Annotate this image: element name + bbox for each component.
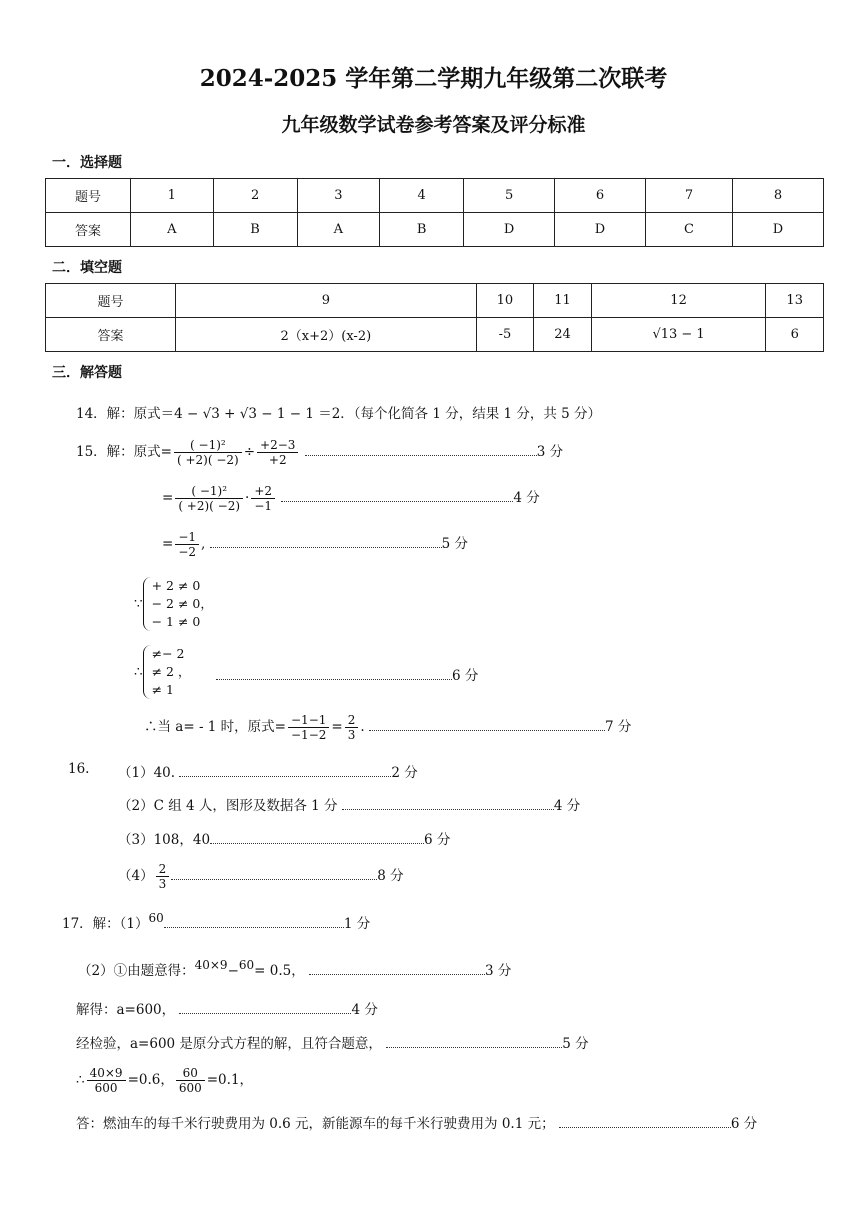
- dotted-leader: [210, 546, 442, 548]
- section-heading-fill: 二．填空题: [52, 260, 122, 276]
- table-row-label: 题号: [46, 179, 131, 213]
- score: 7 分: [604, 719, 632, 735]
- score: 5 分: [441, 536, 468, 552]
- q15-final: ∴当 a= - 1 时，原式= $\frac{-1-1}{-1-2}$ = $\frac{2}{3}$ . 7 分: [144, 713, 632, 742]
- table-cell: 10: [476, 284, 534, 318]
- fraction: $\frac{2}{3}$: [345, 713, 359, 742]
- q17-answer: 答：燃油车的每千米行驶费用为 0.6 元，新能源车的每千米行驶费用为 0.1 元； 6 分: [76, 1116, 758, 1132]
- table-cell: 7: [645, 179, 732, 213]
- q17-solve: 解得：a=600， 4 分: [76, 1002, 378, 1018]
- table-cell: 6: [766, 318, 824, 352]
- table-row-label: 答案: [46, 318, 176, 352]
- choice-answer-table: [45, 178, 824, 247]
- table-cell: 5: [464, 179, 555, 213]
- table-cell: 4: [380, 179, 464, 213]
- table-row-label: 题号: [46, 284, 176, 318]
- table-row-label: 答案: [46, 213, 131, 247]
- dotted-leader: [386, 1046, 562, 1048]
- q14-solution: 14．解：原式＝4 − √3 + √3 − 1 − 1 ＝2．（每个化简各 1 分，结果 1 分，共 5 分）: [76, 406, 602, 422]
- score: 4 分: [513, 490, 540, 506]
- score: 4 分: [351, 1002, 378, 1018]
- q15-step4-score: [216, 664, 478, 684]
- dotted-leader: [216, 678, 452, 680]
- dotted-leader: [281, 500, 513, 502]
- page-subtitle: 九年级数学试卷参考答案及评分标准: [281, 114, 586, 136]
- fraction: $\frac{+2}{-1}$: [251, 484, 275, 513]
- dotted-leader: [309, 973, 485, 975]
- table-cell: B: [380, 213, 464, 247]
- q15-step1: 15．解：原式= $\frac{\text{( −1)²}}{( +2)( -2)}$ ÷ $\frac{+2-3}{+2}$ 3 分: [76, 438, 564, 467]
- dotted-leader: [342, 808, 554, 810]
- score: 6 分: [452, 668, 479, 684]
- table-cell: D: [555, 213, 646, 247]
- table-cell: 24: [534, 318, 592, 352]
- table-cell: -5: [476, 318, 534, 352]
- table-cell: 2: [213, 179, 297, 213]
- table-cell: 13: [766, 284, 824, 318]
- table-cell: 8: [733, 179, 824, 213]
- table-cell: 3: [297, 179, 380, 213]
- q16-part1: （1）40. 2 分: [118, 765, 418, 781]
- fill-answer-table: [45, 283, 824, 352]
- table-cell: C: [645, 213, 732, 247]
- q15-results: ∴ ≠− 2 ≠ 2 ， ≠ 1: [134, 646, 191, 697]
- q16-part4: （4） $\frac{2}{3}$ 8 分: [118, 862, 404, 891]
- page-title: 2024-2025 学年第二学期九年级第二次联考: [199, 65, 668, 92]
- score: 3 分: [536, 444, 564, 460]
- table-cell: 12: [591, 284, 766, 318]
- q17-part1: 17．解：（1）60 1 分: [62, 911, 371, 932]
- q16-part2: （2）C 组 4 人，图形及数据各 1 分 4 分: [118, 798, 581, 814]
- q15-step3: = $\frac{-1}{-2}$ , 5 分: [162, 530, 468, 559]
- score: 6 分: [424, 832, 451, 848]
- equation-system: ≠− 2 ≠ 2 ， ≠ 1: [143, 645, 191, 699]
- fraction: $\frac{40\times 9}{600}$: [87, 1066, 126, 1095]
- fraction: $\frac{-1-1}{-1-2}$: [288, 713, 329, 742]
- dotted-leader: [171, 878, 377, 880]
- q17-check: 经检验，a=600 是原分式方程的解，且符合题意， 5 分: [76, 1036, 589, 1052]
- q17-part2: （2）①由题意得：40×9−60= 0.5， 3 分: [78, 958, 512, 979]
- score: 4 分: [553, 798, 581, 814]
- fraction: $\frac{\text{( −1)²}}{( +2)( -2)}$: [174, 438, 242, 467]
- table-cell: 9: [176, 284, 477, 318]
- table-cell: √13 − 1: [591, 318, 766, 352]
- q15-conditions: ∵ + 2 ≠ 0 − 2 ≠ 0， − 1 ≠ 0: [134, 578, 213, 629]
- table-cell: 1: [131, 179, 214, 213]
- dotted-leader: [369, 729, 605, 731]
- score: 2 分: [391, 765, 418, 781]
- table-cell: A: [297, 213, 380, 247]
- table-cell: B: [213, 213, 297, 247]
- table-cell: 6: [555, 179, 646, 213]
- dotted-leader: [210, 842, 424, 844]
- table-cell: D: [733, 213, 824, 247]
- section-heading-choice: 一．选择题: [52, 155, 122, 171]
- score: 6 分: [730, 1116, 758, 1132]
- fraction: $\frac{\text{( −1)²}}{( +2)( -2)}$: [175, 484, 243, 513]
- score: 5 分: [562, 1036, 589, 1052]
- q17-calc: ∴ $\frac{40\times 9}{600}$ =0.6， $\frac{60}{600}$ =0.1，: [76, 1066, 254, 1095]
- score: 1 分: [343, 916, 371, 932]
- q16-part3: （3）108，40 6 分: [118, 832, 451, 848]
- dotted-leader: [305, 454, 537, 456]
- dotted-leader: [179, 1012, 351, 1014]
- table-cell: 11: [534, 284, 592, 318]
- dotted-leader: [179, 775, 391, 777]
- fraction: $\frac{+2-3}{+2}$: [257, 438, 298, 467]
- table-cell: 2（x+2）(x-2): [176, 318, 477, 352]
- fraction: $\frac{2}{3}$: [156, 862, 170, 891]
- table-cell: D: [464, 213, 555, 247]
- fraction: $\frac{60}{600}$: [176, 1066, 205, 1095]
- section-heading-solve: 三．解答题: [52, 365, 122, 381]
- score: 8 分: [377, 868, 404, 884]
- score: 3 分: [485, 963, 512, 979]
- dotted-leader: [559, 1126, 731, 1128]
- dotted-leader: [164, 926, 344, 928]
- fraction: $\frac{-1}{-2}$: [175, 530, 199, 559]
- q16-label: 16.: [68, 761, 90, 777]
- equation-system: + 2 ≠ 0 − 2 ≠ 0， − 1 ≠ 0: [143, 577, 213, 631]
- table-cell: A: [131, 213, 214, 247]
- q15-label: 15．解：原式=: [76, 444, 172, 460]
- q15-step2: = $\frac{\text{( −1)²}}{( +2)( -2)}$ · $\frac{+2}{-1}$ 4 分: [162, 484, 540, 513]
